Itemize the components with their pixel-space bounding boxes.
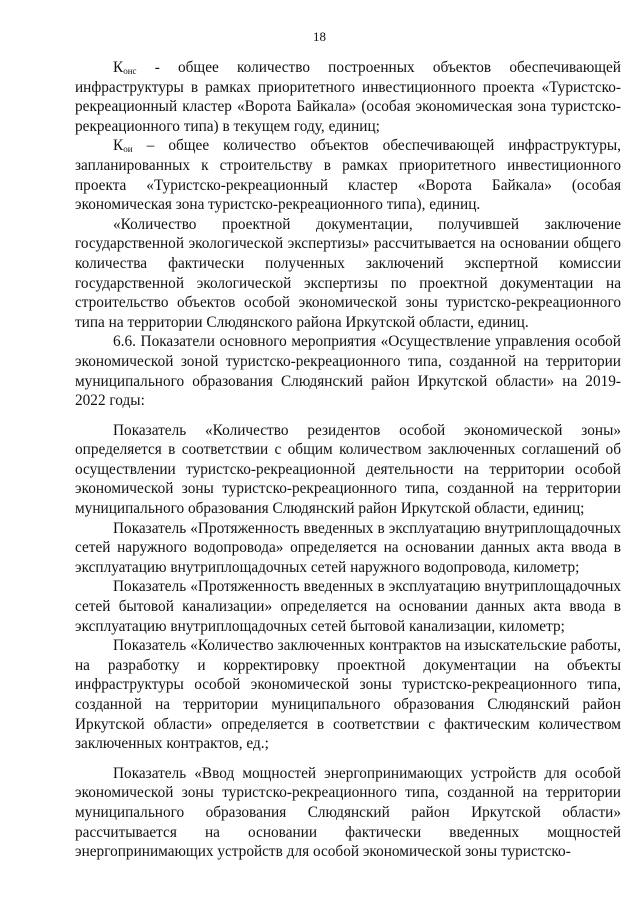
paragraph-text: - общее количество построенных объектов обеспечивающей инфраструктуры в рамках приоритетного инвестиционного проекта «Туристско-рекреационный кластер «Ворота Байкала» (особая экономическая зона туристско-рекреационного типа) в текущем году, единиц; xyxy=(75,59,621,135)
symbol-subscript: онс xyxy=(123,66,137,76)
symbol-subscript: ои xyxy=(123,144,133,155)
page-number: 18 xyxy=(313,29,326,44)
paragraph-eco-expertise: «Количество проектной документации, получившей заключение государственной экологической экспертизы» рассчитывается на основании общего количества фактически полученных заключений экспертной комиссии государственной экологической экспертизы по проектной документации на строительство объектов особой экономической зоны туристско-рекреационного типа на территории Слюдянского района Иркутской области, единиц. xyxy=(75,215,621,331)
paragraph-water-supply: Показатель «Протяженность введенных в эксплуатацию внутриплощадочных сетей наружного водопровода» определяется на основании данных акта ввода в эксплуатацию внутриплощадочных сетей наружного водопровода, километр; xyxy=(75,519,621,576)
paragraph-power-capacity: Показатель «Ввод мощностей энергопринимающих устройств для особой экономической зоны туристско-рекреационного типа, созданной на территории муниципального образования Слюдянский район Иркутской области» рассчитывается на основании фактически введенных мощностей энергопринимающих устройств для особой экономической зоны туристско- xyxy=(75,764,621,861)
paragraph-text: – общее количество объектов обеспечивающей инфраструктуры, запланированных к строительству в рамках приоритетного инвестиционного проекта «Туристско-рекреационный кластер «Ворота Байкала» (особая экономическая зона туристско-рекреационного типа), единиц. xyxy=(75,137,621,214)
section-6-6-heading: 6.6. Показатели основного мероприятия «Осуществление управления особой экономической зоной туристско-рекреационного типа, созданной на территории муниципального образования Слюдянский район Иркутской области» на 2019-2022 годы: xyxy=(75,333,621,410)
symbol-k: К xyxy=(113,137,124,155)
paragraph-sewerage: Показатель «Протяженность введенных в эксплуатацию внутриплощадочных сетей бытовой канализации» определяется на основании данных акта ввода в эксплуатацию внутриплощадочных сетей бытовой канализации, километр; xyxy=(75,578,621,635)
paragraph-kons-definition xyxy=(75,58,621,136)
paragraph-contracts: Показатель «Количество заключенных контрактов на изыскательские работы, на разработку и корректировку проектной документации на объекты инфраструктуры особой экономической зоны туристско-рекреационного типа, созданной на территории муниципального образования Слюдянский район Иркутской области» определяется в соответствии с фактическим количеством заключенных контрактов, ед.; xyxy=(75,637,621,753)
symbol-k: К xyxy=(113,59,124,76)
document-body xyxy=(75,58,621,862)
paragraph-residents: Показатель «Количество резидентов особой экономической зоны» определяется в соответствии с общим количеством заключенных соглашений об осуществлении туристско-рекреационной деятельности на территории особой экономической зоны туристско-рекреационного типа, созданной на территории муниципального образования Слюдянский район Иркутской области, единиц; xyxy=(75,421,621,518)
paragraph-koi-definition xyxy=(75,136,621,214)
